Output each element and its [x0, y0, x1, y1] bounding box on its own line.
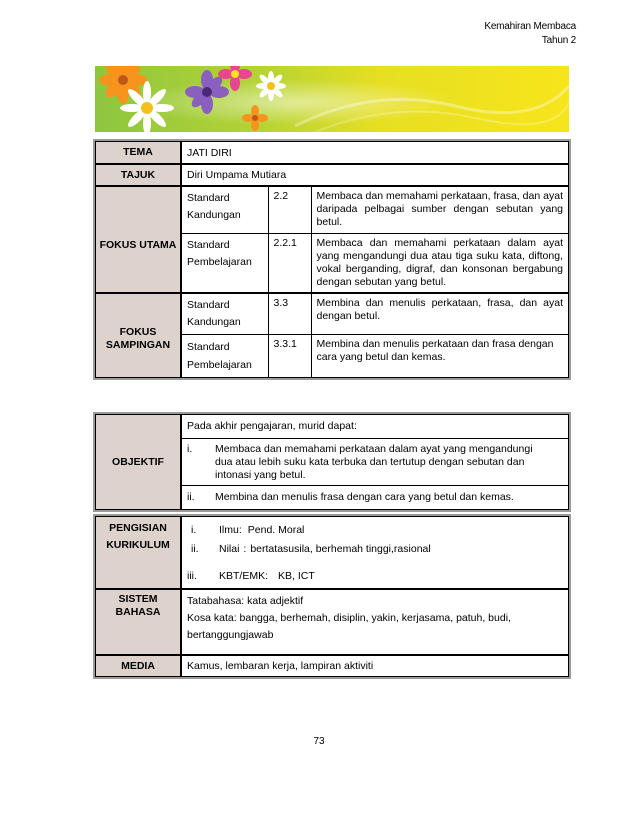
standard-text: Membaca dan memahami perkataan, frasa, dan ayat daripada pelbagai sumber dengan sebutan yang betul.	[311, 187, 568, 233]
tema-label: TEMA	[95, 141, 181, 164]
tajuk-label: TAJUK	[95, 164, 181, 186]
objektif-item-text: Membaca dan memahami perkataan dalam ayat yang mengandungi dua atau lebih suku kata terbuka dan tertutup dengan sebutan dan intonasi yang betul.	[215, 442, 533, 481]
standard-type: Standard Kandungan	[182, 187, 268, 233]
pengisian-item-key: Nilai	[219, 543, 240, 555]
fokus-utama-text: FOKUS UTAMA	[99, 238, 177, 251]
header-year: Tahun 2	[541, 35, 576, 46]
pengisian-label	[95, 516, 181, 589]
standard-text: Membaca dan memahami perkataan dalam ayat yang mengandungi dua atau tiga suku kata, diftong, vokal berganding, digraf, dan konsonan bergabung dengan sebutan yang betul.	[311, 233, 568, 292]
kosa-kata-text: Kosa kata: bangga, berhemah, disiplin, yakin, kerjasama, patuh, budi, bertanggungjawab	[187, 612, 511, 641]
standard-text: Membina dan menulis perkataan dan frasa dengan cara yang betul dan kemas.	[311, 334, 568, 377]
fokus-sampingan-text: FOKUS SAMPINGAN	[105, 326, 171, 351]
lesson-info-table	[95, 141, 569, 378]
standard-row	[182, 233, 568, 292]
objektif-table	[95, 414, 569, 510]
standard-code: 3.3	[268, 294, 311, 335]
standard-code: 3.3.1	[268, 334, 311, 377]
pengisian-item	[187, 540, 563, 559]
header-subject: Kemahiran Membaca	[484, 21, 576, 32]
objektif-inner	[182, 415, 568, 509]
pengisian-item-number: i.	[191, 524, 197, 536]
objektif-cell	[181, 414, 569, 510]
media-label: MEDIA	[95, 655, 181, 677]
kurikulum-table	[95, 516, 569, 677]
fokus-sampingan-label	[95, 293, 181, 378]
pengisian-item-sep: :	[243, 543, 247, 555]
tema-value: JATI DIRI	[181, 141, 569, 164]
sistem-bahasa-cell	[181, 589, 569, 655]
objektif-item-text: Membina dan menulis frasa dengan cara yang betul dan kemas.	[215, 490, 514, 503]
fokus-sampingan-cell	[181, 293, 569, 378]
objektif-intro: Pada akhir pengajaran, murid dapat:	[182, 415, 568, 438]
objektif-label: OBJEKTIF	[95, 414, 181, 510]
sistem-bahasa-text: SISTEM BAHASA	[115, 593, 161, 618]
standard-type: Standard Kandungan	[182, 294, 268, 335]
standard-type: Standard Pembelajaran	[182, 334, 268, 377]
sistem-bahasa-label	[95, 589, 181, 655]
standard-type: Standard Pembelajaran	[182, 233, 268, 292]
tatabahasa-text: Tatabahasa: kata adjektif	[187, 595, 304, 607]
objektif-item-number: ii.	[187, 490, 195, 503]
fokus-utama-cell	[181, 186, 569, 293]
fokus-utama-table	[182, 187, 568, 292]
standard-text: Membina dan menulis perkataan, frasa, dan ayat dengan betul.	[311, 294, 568, 335]
page-header	[484, 20, 576, 48]
fokus-utama-label	[95, 186, 181, 293]
pengisian-item-key: Ilmu	[219, 524, 239, 536]
media-value: Kamus, lembaran kerja, lampiran aktiviti	[181, 655, 569, 677]
standard-code: 2.2	[268, 187, 311, 233]
standard-row	[182, 294, 568, 335]
pengisian-text: PENGISIAN KURIKULUM	[106, 522, 170, 551]
standard-code: 2.2.1	[268, 233, 311, 292]
pengisian-item-value: Pend. Moral	[247, 524, 305, 536]
pengisian-item-number: ii.	[191, 543, 199, 555]
objektif-item-number: i.	[187, 442, 193, 455]
fokus-sampingan-table	[182, 294, 568, 377]
pengisian-item-number: iii.	[187, 570, 197, 582]
standard-row	[182, 334, 568, 377]
pengisian-item	[187, 521, 563, 540]
pengisian-item-value: bertatasusila, berhemah tinggi,rasional	[250, 543, 431, 555]
pengisian-item-key: KBT/EMK:	[219, 570, 269, 582]
tajuk-value: Diri Umpama Mutiara	[181, 164, 569, 186]
pengisian-item-sep: :	[238, 524, 242, 536]
objektif-item	[182, 438, 568, 485]
pengisian-cell	[181, 516, 569, 589]
pengisian-item	[187, 567, 563, 586]
objektif-item	[182, 485, 568, 509]
pengisian-item-value: KB, ICT	[278, 570, 315, 582]
page-number: 73	[313, 736, 325, 747]
standard-row	[182, 187, 568, 233]
flower-banner-image	[95, 66, 569, 132]
